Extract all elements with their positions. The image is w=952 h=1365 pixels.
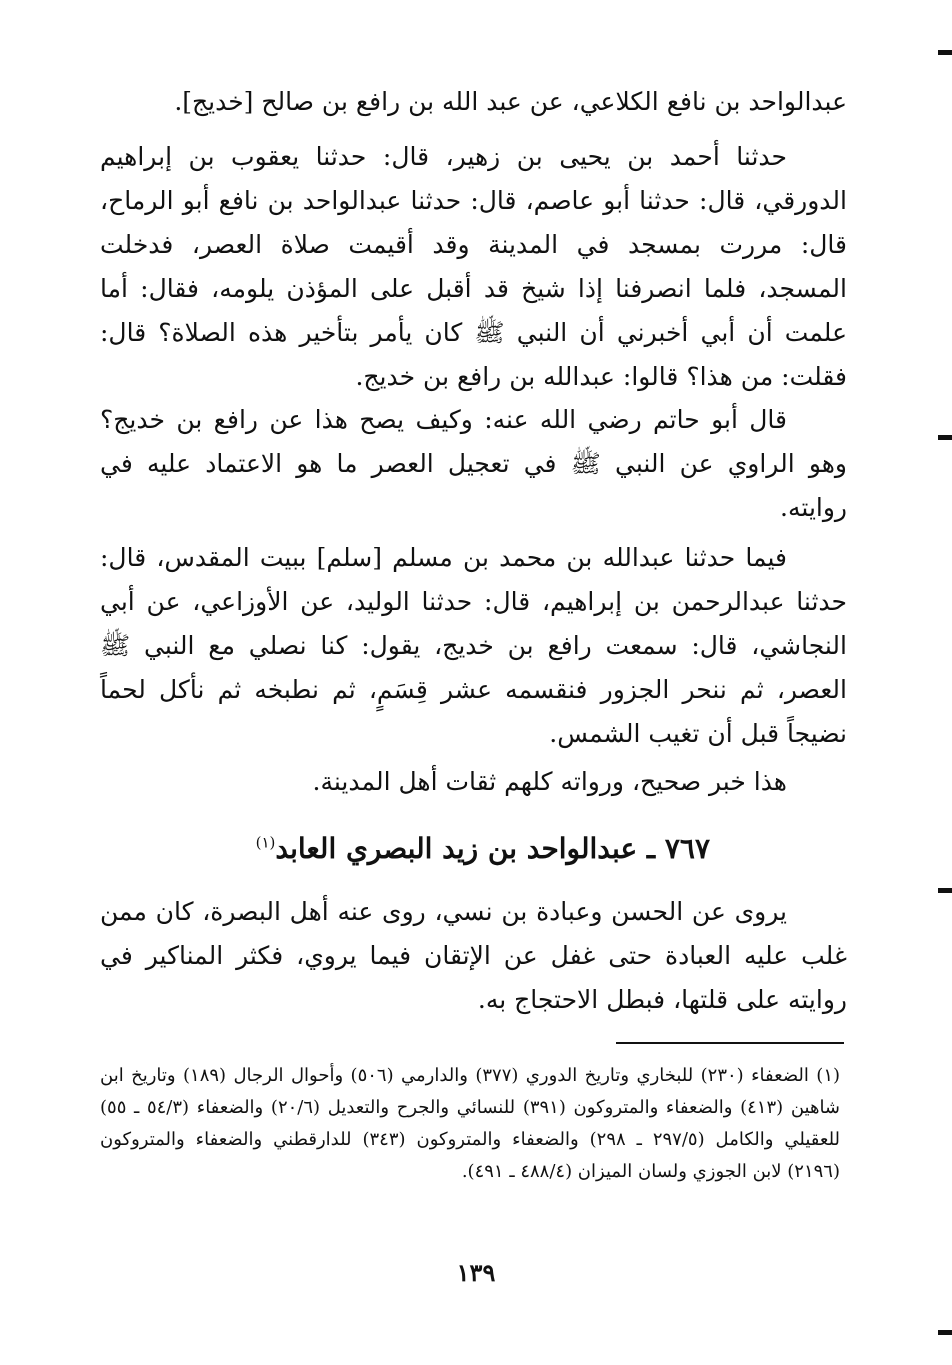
paragraph-continuation: عبدالواحد بن نافع الكلاعي، عن عبد الله بن رافع بن صالح [خديج]. xyxy=(174,87,847,116)
footnote-separator xyxy=(616,1042,844,1044)
verdict-line xyxy=(100,760,787,804)
paragraph-narration: حدثنا أحمد بن يحيى بن زهير، قال: حدثنا يعقوب بن إبراهيم الدورقي، قال: حدثنا أبو عاصم، قال: حدثنا عبدالواحد بن نافع أبو الرماح، قال: مررت بمسجد في المدينة وقد أقيمت صلاة العصر، فدخلت المسجد، فلما انصرفنا إذا شيخ قد أقبل على المؤذن يلومه، فقال: أما علمت أن أبي أخبرني أن النبي ﷺ كان يأمر بتأخير هذه الصلاة؟ قال: فقلت: من هذا؟ قالوا: عبدالله بن رافع بن خديج. xyxy=(100,142,847,391)
page-edge-mark xyxy=(938,435,952,440)
paragraph-entry-text: يروى عن الحسن وعبادة بن نسي، روى عنه أهل البصرة، كان ممن غلب عليه العبادة حتى غفل عن الإتقان فيما يروي، فكثر المناكير في روايته على قلتها، فبطل الاحتجاج به. xyxy=(100,897,847,1014)
entry-body-block xyxy=(100,890,847,1022)
paragraph-verdict: هذا خبر صحيح، ورواته كلهم ثقات أهل المدينة. xyxy=(312,767,787,796)
footnote-text: (١) الضعفاء (٢٣٠) للبخاري وتاريخ الدوري (٣٧٧) والدارمي (٥٠٦) وأحوال الرجال (١٨٩) وتاريخ ابن شاهين (٤١٣) والضعفاء والمتروكون (٣٩١) للنسائي والجرح والتعديل (٢٠/٦) والضعفاء (٥٤/٣ ـ ٥٥) للعقيلي والكامل (٢٩٧/٥ ـ ٢٩٨) والضعفاء والمتروكون (٣٤٣) للدارقطني والضعفاء والمتروكون (٢١٩٦) لابن الجوزي ولسان الميزان (٤٨٨/٤ ـ ٤٩١). xyxy=(100,1065,841,1182)
hadith-narration-block xyxy=(100,135,847,399)
supporting-narration-block xyxy=(100,536,847,756)
page-edge-mark xyxy=(938,1330,952,1335)
entry-heading xyxy=(100,832,710,865)
page-edge-mark xyxy=(938,888,952,893)
paragraph-supporting-narration: فيما حدثنا عبدالله بن محمد بن مسلم [سلم] ببيت المقدس، قال: حدثنا عبدالرحمن بن إبراهيم، قال: حدثنا الوليد، عن الأوزاعي، عن أبي النجاشي، قال: سمعت رافع بن خديج، يقول: كنا نصلي مع النبي ﷺ العصر، ثم ننحر الجزور فنقسمه عشر قِسَمٍ، ثم نطبخه ثم نأكل لحماً نضيجاً قبل أن تغيب الشمس. xyxy=(100,543,847,748)
page-number: ١٣٩ xyxy=(456,1258,496,1287)
entry-title: ٧٦٧ ـ عبدالواحد بن زيد البصري العابد xyxy=(275,832,710,865)
main-text-block xyxy=(100,80,847,124)
paragraph-commentary: قال أبو حاتم رضي الله عنه: وكيف يصح هذا عن رافع بن خديج؟ وهو الراوي عن النبي ﷺ في تعجيل العصر ما هو الاعتماد عليه في روايته. xyxy=(100,405,847,522)
footnote-reference: (١) xyxy=(255,833,276,852)
commentary-block xyxy=(100,398,847,530)
footnote xyxy=(100,1060,840,1188)
page-edge-mark xyxy=(938,50,952,55)
